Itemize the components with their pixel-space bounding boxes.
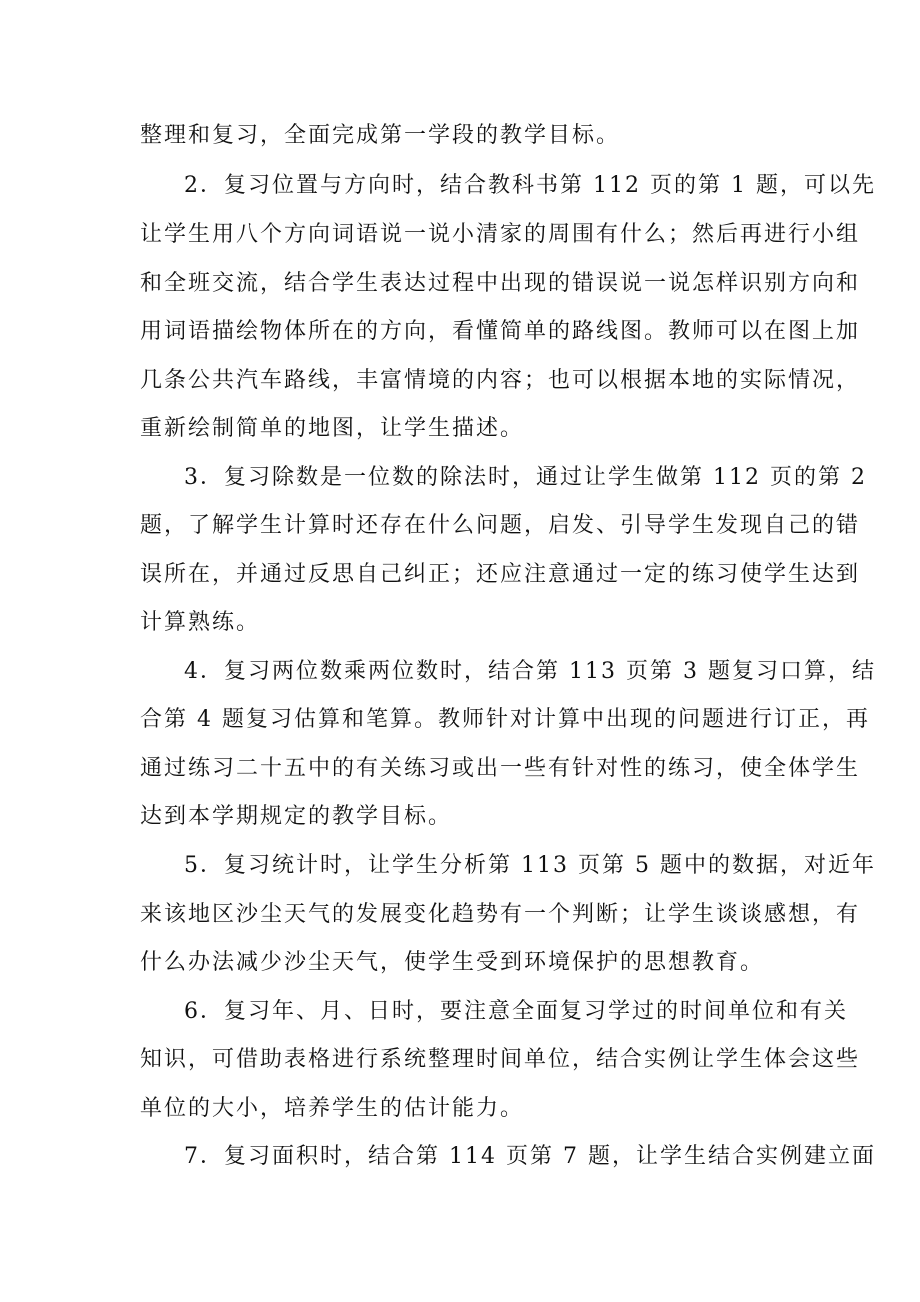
paragraph-4-line-3: 通过练习二十五中的有关练习或出一些有针对性的练习，使全体学生 xyxy=(140,756,861,781)
paragraph-5-line-3: 什么办法减少沙尘天气，使学生受到环境保护的思想教育。 xyxy=(140,950,765,975)
paragraph-2-line-1: 2．复习位置与方向时，结合教科书第 112 页的第 1 题，可以先 xyxy=(184,173,876,198)
paragraph-5-line-2: 来该地区沙尘天气的发展变化趋势有一个判断；让学生谈谈感想，有 xyxy=(140,902,861,927)
paragraph-2-line-4: 用词语描绘物体所在的方向，看懂简单的路线图。教师可以在图上加 xyxy=(140,319,861,344)
paragraph-2-line-2: 让学生用八个方向词语说一说小清家的周围有什么；然后再进行小组 xyxy=(140,222,861,247)
paragraph-3-line-2: 题，了解学生计算时还存在什么问题，启发、引导学生发现自己的错 xyxy=(140,513,861,538)
paragraph-2-line-5: 几条公共汽车路线，丰富情境的内容；也可以根据本地的实际情况， xyxy=(140,368,861,393)
paragraph-4-line-2: 合第 4 题复习估算和笔算。教师针对计算中出现的问题进行订正，再 xyxy=(140,707,870,732)
paragraph-7-line-1: 7．复习面积时，结合第 114 页第 7 题，让学生结合实例建立面 xyxy=(184,1144,876,1169)
paragraph-3-line-4: 计算熟练。 xyxy=(140,610,261,635)
paragraph-3-line-3: 误所在，并通过反思自己纠正；还应注意通过一定的练习使学生达到 xyxy=(140,562,861,587)
paragraph-2-line-3: 和全班交流，结合学生表达过程中出现的错误说一说怎样识别方向和 xyxy=(140,271,861,296)
paragraph-6-line-1: 6．复习年、月、日时，要注意全面复习学过的时间单位和有关 xyxy=(184,999,848,1024)
paragraph-5-line-1: 5．复习统计时，让学生分析第 113 页第 5 题中的数据，对近年 xyxy=(184,853,876,878)
paragraph-6-line-3: 单位的大小，培养学生的估计能力。 xyxy=(140,1096,525,1121)
paragraph-2-line-6: 重新绘制简单的地图，让学生描述。 xyxy=(140,416,525,441)
paragraph-4-line-4: 达到本学期规定的教学目标。 xyxy=(140,804,453,829)
paragraph-4-line-1: 4．复习两位数乘两位数时，结合第 113 页第 3 题复习口算，结 xyxy=(184,659,876,684)
paragraph-1-line-1: 整理和复习，全面完成第一学段的教学目标。 xyxy=(140,123,621,148)
paragraph-3-line-1: 3．复习除数是一位数的除法时，通过让学生做第 112 页的第 2 xyxy=(184,465,867,490)
paragraph-6-line-2: 知识，可借助表格进行系统整理时间单位，结合实例让学生体会这些 xyxy=(140,1047,861,1072)
